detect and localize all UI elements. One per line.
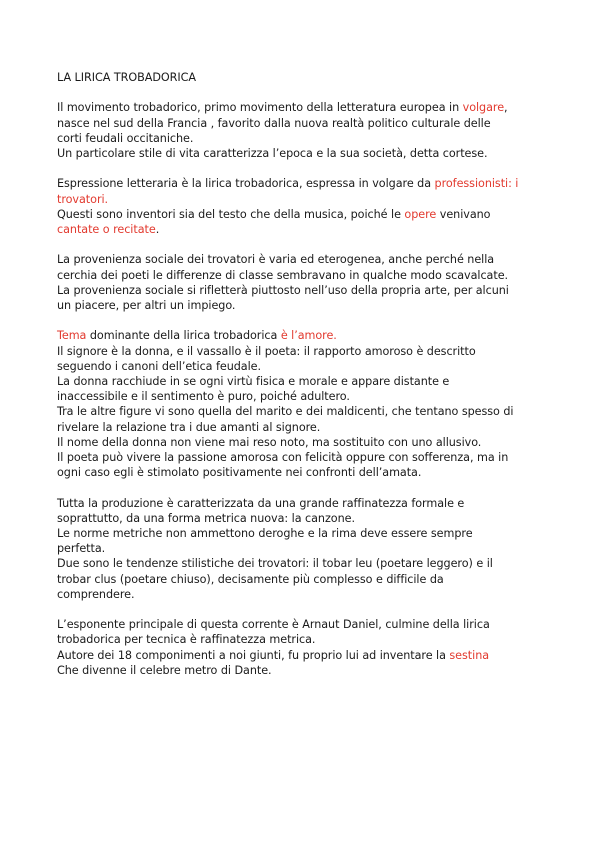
text-run: Le norme metriche non ammettono deroghe e la rima deve essere sempre bbox=[57, 527, 473, 541]
highlighted-text: Tema bbox=[57, 329, 87, 343]
text-run: Un particolare stile di vita caratterizza l’epoca e la sua società, detta cortese. bbox=[57, 147, 488, 160]
text-line bbox=[57, 450, 546, 465]
text-line bbox=[57, 465, 546, 480]
text-line bbox=[57, 587, 546, 602]
text-run: rivelare la relazione tra i due amanti al signore. bbox=[57, 420, 321, 434]
text-line bbox=[57, 116, 546, 131]
text-run: Due sono le tendenze stilistiche dei trovatori: il tobar leu (poetare leggero) e il bbox=[57, 557, 493, 571]
text-line bbox=[57, 572, 546, 587]
text-run: soprattutto, da una forma metrica nuova: la canzone. bbox=[57, 511, 355, 525]
text-line bbox=[57, 541, 546, 556]
text-run: trobadorica per tecnica è raffinatezza metrica. bbox=[57, 633, 316, 647]
text-run: Tra le altre figure vi sono quella del marito e dei maldicenti, che tentano spesso di bbox=[57, 405, 514, 419]
text-run: trobar clus (poetare chiuso), decisamente più complesso e difficile da bbox=[57, 572, 444, 586]
paragraph-gap bbox=[57, 237, 546, 252]
text-run: , bbox=[504, 101, 508, 115]
text-run: Il movimento trobadorico, primo movimento della letteratura europea in bbox=[57, 101, 463, 115]
text-run: cerchia dei poeti le differenze di classe sembravano in qualche modo scavalcate. bbox=[57, 268, 509, 282]
text-run: ogni caso egli è stimolato positivamente nei confronti dell’amata. bbox=[57, 466, 422, 480]
text-line bbox=[57, 511, 546, 526]
text-run: venivano bbox=[436, 207, 491, 221]
text-run: La provenienza sociale dei trovatori è varia ed eterogenea, anche perché nella bbox=[57, 253, 495, 267]
text-run: dominante della lirica trobadorica bbox=[86, 329, 281, 343]
text-run: Il poeta può vivere la passione amorosa con felicità oppure con sofferenza, ma in bbox=[57, 451, 509, 465]
text-line bbox=[57, 344, 546, 359]
text-run: seguendo i canoni dell’etica feudale. bbox=[57, 359, 262, 373]
highlighted-text: trovatori. bbox=[57, 192, 109, 206]
highlighted-text: professionisti: i bbox=[434, 177, 519, 191]
text-line bbox=[57, 146, 546, 161]
text-run: Autore dei 18 componimenti a noi giunti, fu proprio lui ad inventare la bbox=[57, 648, 450, 662]
highlighted-text: sestina bbox=[449, 648, 490, 662]
text-line bbox=[57, 435, 546, 450]
text-line bbox=[57, 420, 546, 435]
text-line bbox=[57, 648, 546, 663]
text-line bbox=[57, 389, 546, 404]
text-run: comprendere. bbox=[57, 587, 135, 601]
text-run: inaccessibile e il sentimento è puro, poiché adultero. bbox=[57, 390, 350, 404]
highlighted-text: volgare bbox=[462, 101, 505, 115]
text-line bbox=[57, 207, 546, 222]
text-line bbox=[57, 252, 546, 267]
text-run: Il nome della donna non viene mai reso noto, ma sostituito con uno allusivo. bbox=[57, 435, 482, 449]
text-line bbox=[57, 298, 546, 313]
text-run: La provenienza sociale si rifletterà piuttosto nell’uso della propria arte, per alcuni bbox=[57, 283, 509, 297]
text-line bbox=[57, 663, 546, 678]
text-run: Il signore è la donna, e il vassallo è il poeta: il rapporto amoroso è descritto bbox=[57, 344, 476, 358]
text-line bbox=[57, 632, 546, 647]
text-line bbox=[57, 526, 546, 541]
text-line bbox=[57, 100, 546, 115]
text-run: un piacere, per altri un impiego. bbox=[57, 299, 236, 312]
paragraph-gap bbox=[57, 313, 546, 328]
text-line bbox=[57, 176, 546, 191]
text-line bbox=[57, 496, 546, 511]
text-run: corti feudali occitaniche. bbox=[57, 131, 194, 145]
text-line bbox=[57, 192, 546, 207]
paragraph-gap bbox=[57, 602, 546, 617]
text-run: Tutta la produzione è caratterizzata da una grande raffinatezza formale e bbox=[57, 496, 465, 510]
highlighted-text: cantate o recitate bbox=[57, 223, 156, 236]
text-run: nasce nel sud della Francia , favorito dalla nuova realtà politico culturale delle bbox=[57, 116, 491, 130]
text-run: . bbox=[155, 223, 160, 236]
text-line bbox=[57, 374, 546, 389]
paragraph-gap bbox=[57, 161, 546, 176]
text-line bbox=[57, 131, 546, 146]
text-line bbox=[57, 328, 546, 343]
paragraph-gap bbox=[57, 480, 546, 495]
text-run: Che divenne il celebre metro di Dante. bbox=[57, 663, 272, 677]
text-line bbox=[57, 404, 546, 419]
text-line bbox=[57, 268, 546, 283]
document-title: LA LIRICA TROBADORICA bbox=[57, 71, 196, 84]
text-run: L’esponente principale di questa corrente è Arnaut Daniel, culmine della lirica bbox=[57, 618, 490, 632]
text-line bbox=[57, 222, 546, 237]
highlighted-text: è l’amore. bbox=[280, 329, 337, 343]
text-line bbox=[57, 283, 546, 298]
text-line bbox=[57, 617, 546, 632]
text-run: Espressione letteraria è la lirica trobadorica, espressa in volgare da bbox=[57, 177, 435, 191]
highlighted-text: opere bbox=[404, 207, 437, 221]
text-run: La donna racchiude in se ogni virtù fisica e morale e appare distante e bbox=[57, 375, 450, 388]
document-body bbox=[57, 100, 546, 678]
text-line bbox=[57, 556, 546, 571]
text-line bbox=[57, 359, 546, 374]
text-run: perfetta. bbox=[57, 542, 106, 556]
text-run: Questi sono inventori sia del testo che della musica, poiché le bbox=[57, 207, 405, 221]
